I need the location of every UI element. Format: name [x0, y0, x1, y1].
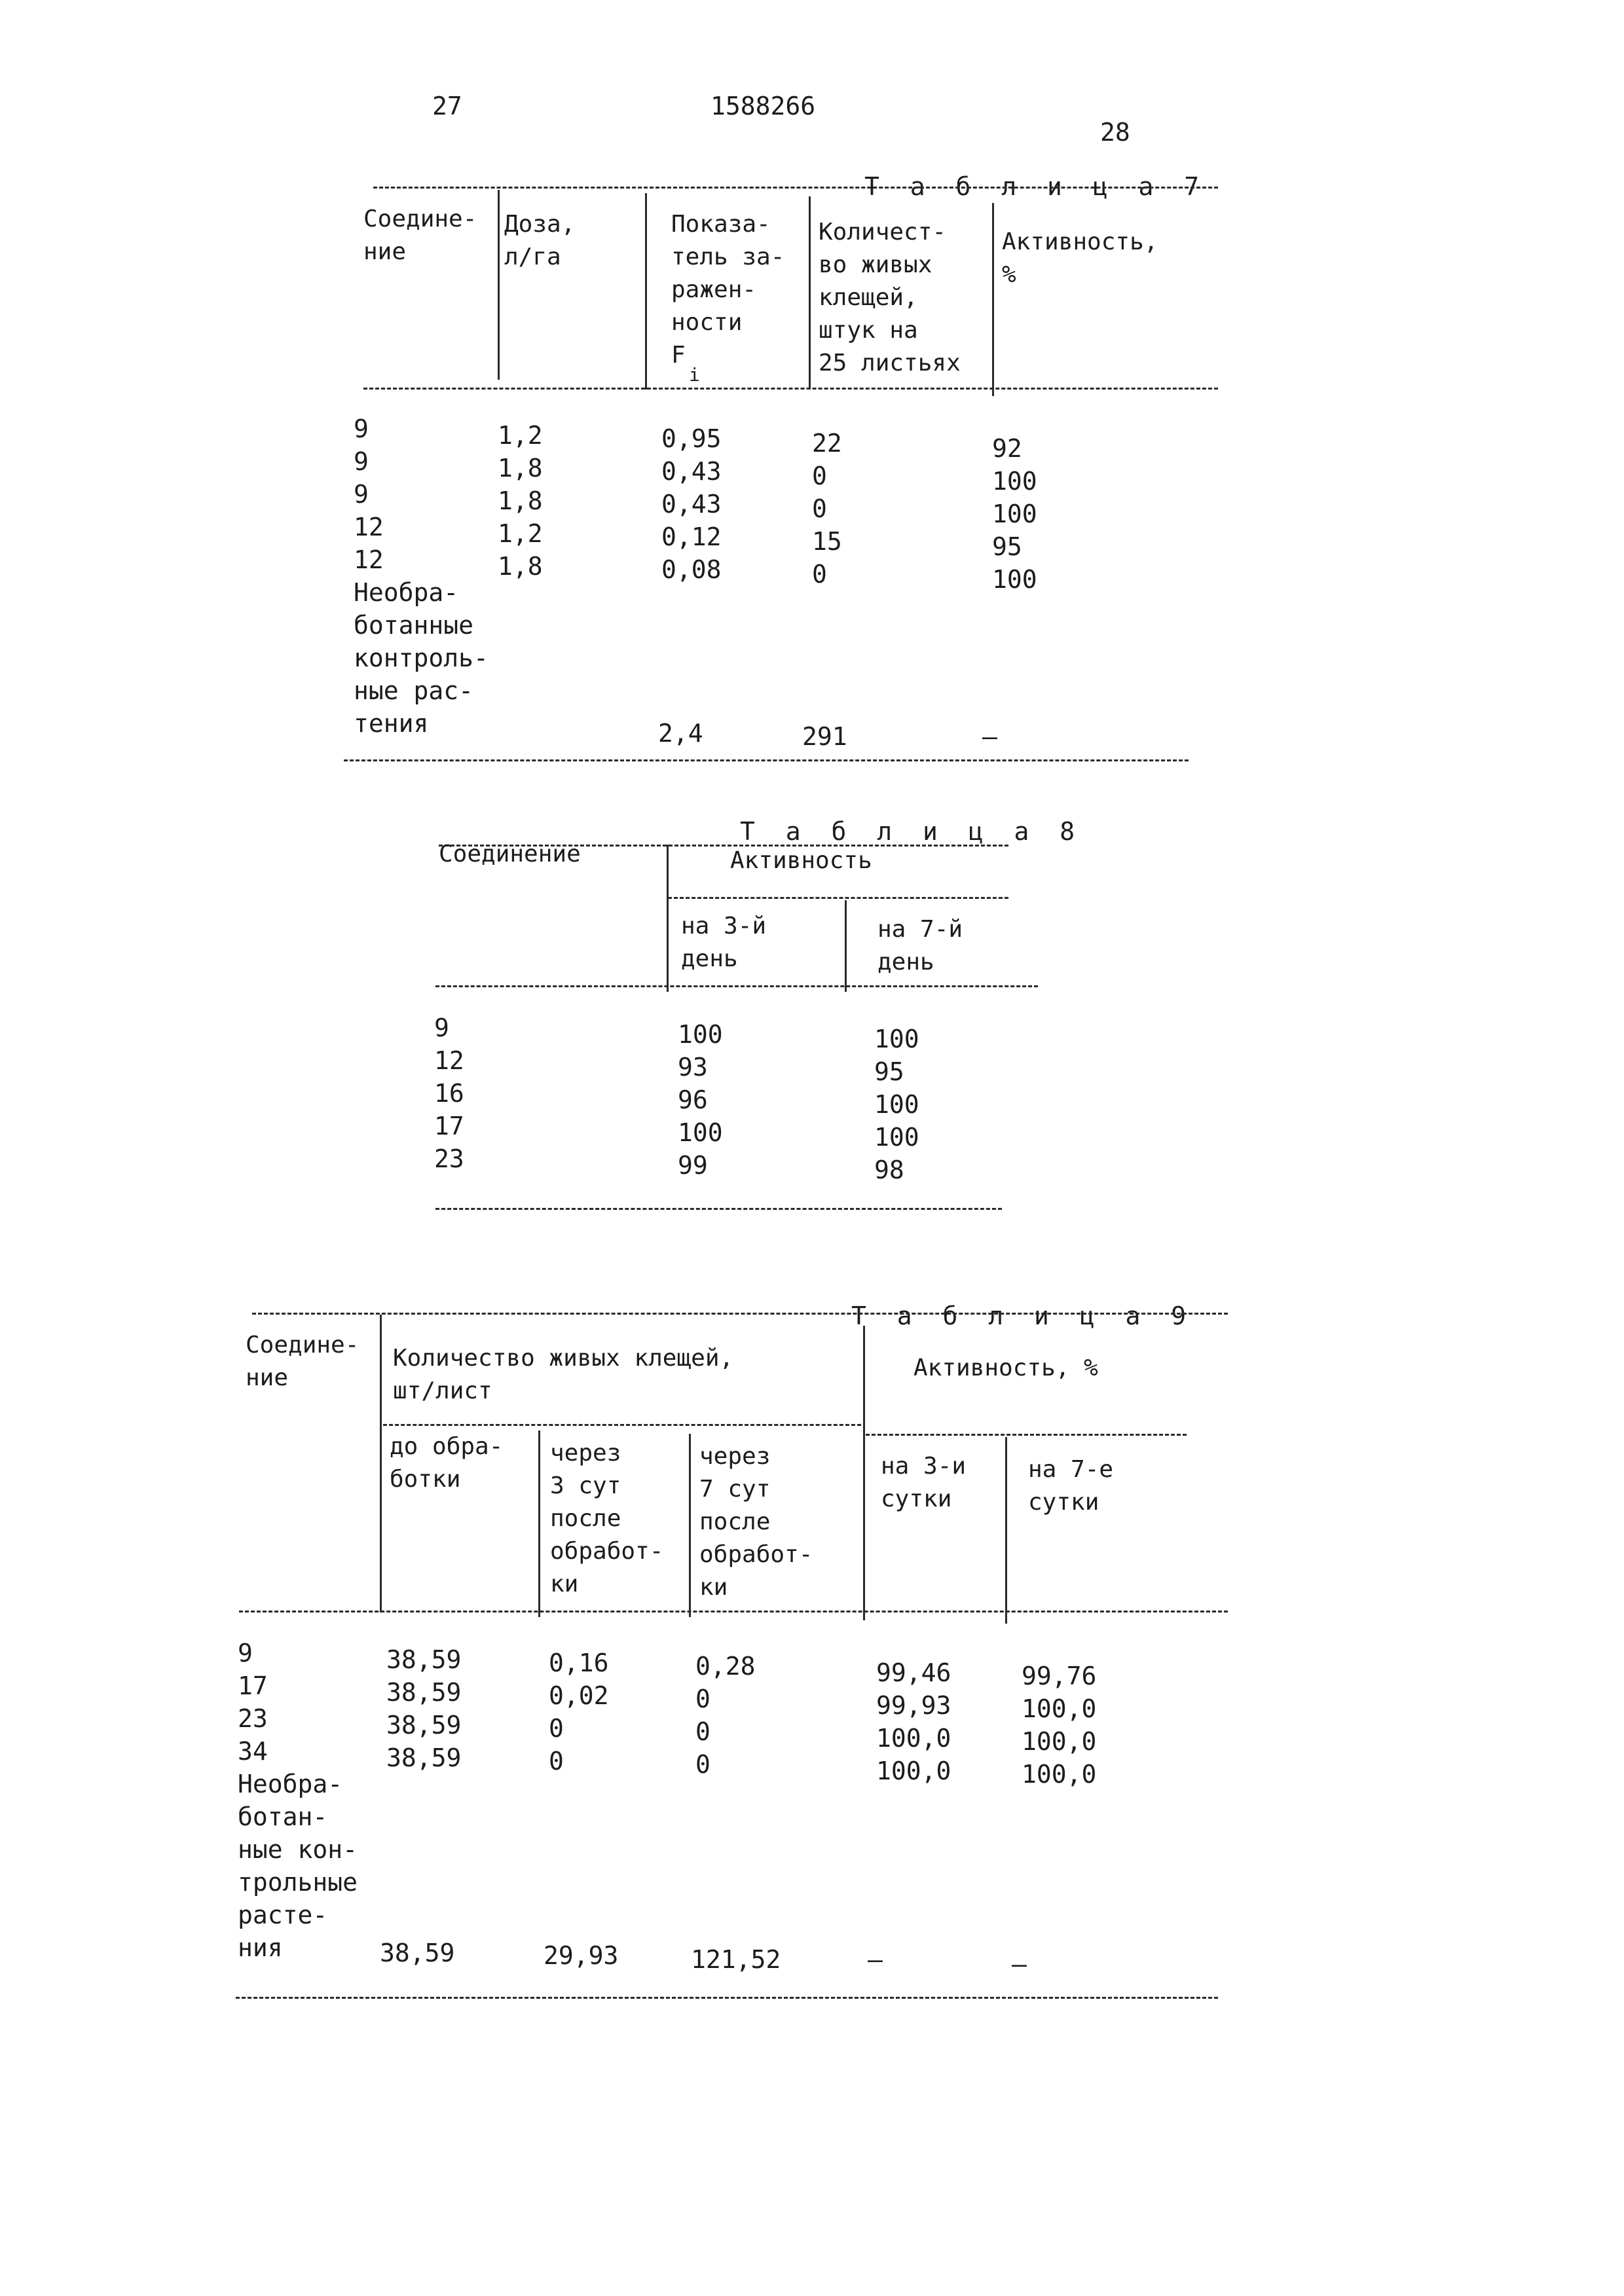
table-9-cell: 0: [549, 1714, 564, 1743]
table-9-control-act7: –: [1012, 1950, 1027, 1978]
table-9-cell: 100,0: [1022, 1694, 1097, 1723]
table-9-cell: 0: [695, 1750, 710, 1779]
table-7-cell: 9: [354, 414, 369, 443]
table-8-cell: 100: [678, 1020, 723, 1049]
table-7-cell: 12: [354, 513, 384, 541]
table-7-cell: 0,12: [661, 522, 722, 551]
table-9-header-before: до обра- ботки: [390, 1433, 504, 1493]
table-7-cell: 0: [812, 462, 827, 490]
table-8-bottom-rule: [435, 1208, 1002, 1210]
table-7-header-mites: Количест- во живых клещей, штук на 25 листьях: [819, 219, 961, 376]
table-7-cell: 22: [812, 429, 842, 458]
table-7-cell: тения: [354, 709, 429, 738]
table-8-cell: 93: [678, 1053, 708, 1082]
table-9-control-after7: 121,52: [691, 1945, 781, 1974]
table-8-cell: 9: [434, 1013, 449, 1042]
table-9-col-act3: [876, 1656, 951, 1787]
table-7-top-rule: [373, 187, 1218, 189]
table-8-caption: Т а б л и ц а 8: [740, 817, 1083, 846]
table-9-divider-5: [1005, 1437, 1007, 1624]
table-9-divider-1: [380, 1315, 382, 1613]
table-9-header-compound: Соедине- ние: [246, 1332, 360, 1391]
table-7-col-activity: [992, 432, 1037, 596]
table-9-control-after3: 29,93: [544, 1941, 619, 1970]
table-7-cell: 92: [992, 434, 1022, 463]
table-7-divider-3: [809, 196, 811, 390]
table-9-col-act7: [1022, 1660, 1096, 1791]
table-9-control-before: 38,59: [380, 1939, 455, 1967]
table-7-cell: 15: [812, 527, 842, 556]
table-7-col-compound: [354, 412, 489, 740]
table-7-cell: 100: [992, 500, 1037, 528]
table-9-header-day7: на 7-е сутки: [1028, 1456, 1114, 1516]
table-8-header-day3: на 3-й день: [681, 913, 767, 972]
table-9-cell: 99,93: [876, 1691, 951, 1720]
table-8-divider-2: [845, 900, 847, 992]
table-9-header-after3: через 3 сут после обработ- ки: [550, 1440, 664, 1597]
table-9-cell: 0,16: [549, 1649, 609, 1677]
table-7-cell: 0,43: [661, 457, 722, 486]
table-9-cell: 23: [238, 1704, 268, 1733]
table-7-cell: 1,2: [498, 519, 543, 548]
table-9-cell: ные кон-: [238, 1835, 358, 1864]
table-8-subheader-rule: [668, 897, 1008, 899]
table-7-cell: ные рас-: [354, 676, 474, 705]
table-8-cell: 100: [678, 1118, 723, 1147]
table-7-header-dose: Доза, л/га: [504, 211, 576, 270]
table-9-top-rule: [252, 1313, 1228, 1315]
table-9-header-activity: Активность, %: [913, 1355, 1098, 1381]
table-9-cell: расте-: [238, 1901, 328, 1929]
table-8-col-day3: [678, 1018, 723, 1182]
table-9-divider-3: [538, 1430, 540, 1617]
table-8-cell: 98: [874, 1156, 904, 1184]
table-7-cell: 0: [812, 560, 827, 589]
table-9-cell: 100,0: [876, 1724, 951, 1753]
table-7-caption: Т а б л и ц а 7: [864, 172, 1208, 201]
table-7-cell: 1,8: [498, 454, 543, 483]
table-9-header-live-mites: Количество живых клещей, шт/лист: [393, 1345, 734, 1404]
table-7-cell: 1,8: [498, 486, 543, 515]
table-7-col-dose: [498, 419, 543, 583]
table-9-col-before: [386, 1643, 461, 1774]
table-9-cell: 17: [238, 1671, 268, 1700]
table-8-cell: 96: [678, 1085, 708, 1114]
table-7-cell: 12: [354, 545, 384, 574]
table-9-cell: 100,0: [876, 1757, 951, 1785]
table-9-subheader-rule-left: [383, 1424, 861, 1426]
table-8-cell: 100: [874, 1025, 919, 1053]
table-8-cell: 12: [434, 1046, 464, 1075]
table-7-header-rule: [363, 388, 1218, 390]
table-9-cell: трольные: [238, 1868, 358, 1897]
table-9-cell: 38,59: [386, 1711, 462, 1740]
table-7-cell: 9: [354, 447, 369, 476]
table-7-cell: 100: [992, 467, 1037, 496]
table-7-cell: Необра-: [354, 578, 459, 607]
table-9-cell: ния: [238, 1933, 283, 1962]
table-8-cell: 99: [678, 1151, 708, 1180]
document-number: 1588266: [710, 92, 816, 120]
table-9-cell: 9: [238, 1639, 253, 1667]
table-8-divider-1: [667, 845, 669, 992]
table-8-cell: 23: [434, 1144, 464, 1173]
table-9-cell: 99,76: [1022, 1662, 1097, 1690]
table-7-control-mites: 291: [802, 722, 847, 751]
table-9-cell: 0,02: [549, 1681, 609, 1710]
table-8-header-rule: [435, 985, 1038, 987]
table-9-cell: 38,59: [386, 1743, 462, 1772]
table-8-col-day7: [874, 1023, 919, 1186]
table-7-divider-4: [992, 203, 994, 396]
table-9-caption: Т а б л и ц а 9: [851, 1302, 1194, 1330]
table-8-cell: 100: [874, 1123, 919, 1152]
table-7-cell: 9: [354, 480, 369, 509]
table-7-cell: 95: [992, 532, 1022, 561]
table-9-col-after3: [549, 1647, 609, 1777]
table-9-cell: 38,59: [386, 1678, 462, 1707]
table-7-cell: контроль-: [354, 644, 489, 672]
table-9-cell: 0: [695, 1717, 710, 1746]
table-9-col-compound: [238, 1637, 358, 1964]
table-7-header-index-subscript: i: [689, 364, 700, 386]
page-number-left: 27: [432, 92, 462, 120]
table-7-col-mites: [812, 427, 842, 591]
table-7-header-compound: Соедине- ние: [363, 206, 477, 265]
table-7-bottom-rule: [344, 759, 1189, 761]
table-9-cell: 38,59: [386, 1645, 462, 1674]
table-8-header-day7: на 7-й день: [877, 916, 963, 975]
table-9-control-act3: –: [868, 1945, 883, 1974]
table-7-header-index: Показа- тель за- ражен- ности F: [671, 211, 785, 369]
table-9-cell: 0,28: [695, 1652, 756, 1681]
table-7-control-index: 2,4: [658, 719, 703, 748]
table-7-cell: 0: [812, 494, 827, 523]
table-9-col-after7: [695, 1650, 756, 1781]
table-7-cell: 0,95: [661, 424, 722, 453]
page-number-right: 28: [1100, 118, 1130, 147]
table-7-cell: 0,43: [661, 490, 722, 519]
table-9-cell: 100,0: [1022, 1727, 1097, 1756]
table-8-cell: 100: [874, 1090, 919, 1119]
table-9-cell: 100,0: [1022, 1760, 1097, 1789]
table-7-cell: 100: [992, 565, 1037, 594]
table-8-col-compound: [434, 1011, 464, 1175]
table-9-bottom-rule: [236, 1997, 1218, 1999]
table-7-control-activity: –: [982, 722, 997, 751]
table-9-cell: Необра-: [238, 1770, 343, 1798]
table-9-cell: ботан-: [238, 1802, 328, 1831]
table-7-cell: 0,08: [661, 555, 722, 584]
table-9-cell: 0: [549, 1747, 564, 1776]
table-7-col-index: [661, 422, 722, 586]
table-7-divider-1: [498, 190, 500, 380]
table-7-divider-2: [645, 193, 647, 390]
table-9-divider-4: [689, 1434, 691, 1617]
table-9-header-day3: на 3-и сутки: [881, 1453, 967, 1512]
table-9-cell: 0: [695, 1685, 710, 1713]
table-9-cell: 34: [238, 1737, 268, 1766]
table-8-cell: 17: [434, 1112, 464, 1140]
table-7-header-activity: Активность, %: [1002, 228, 1158, 288]
table-7-cell: 1,2: [498, 421, 543, 450]
table-9-header-after7: через 7 сут после обработ- ки: [699, 1443, 813, 1601]
table-8-header-activity: Активность: [730, 847, 872, 874]
table-7-cell: 1,8: [498, 552, 543, 581]
table-8-header-compound: Соединение: [439, 841, 581, 867]
table-9-subheader-rule-right: [866, 1434, 1187, 1436]
table-9-header-rule: [239, 1611, 1228, 1613]
table-8-cell: 95: [874, 1057, 904, 1086]
table-8-cell: 16: [434, 1079, 464, 1108]
table-7-cell: ботанные: [354, 611, 474, 640]
table-9-cell: 99,46: [876, 1658, 951, 1687]
table-9-divider-2: [863, 1326, 865, 1620]
